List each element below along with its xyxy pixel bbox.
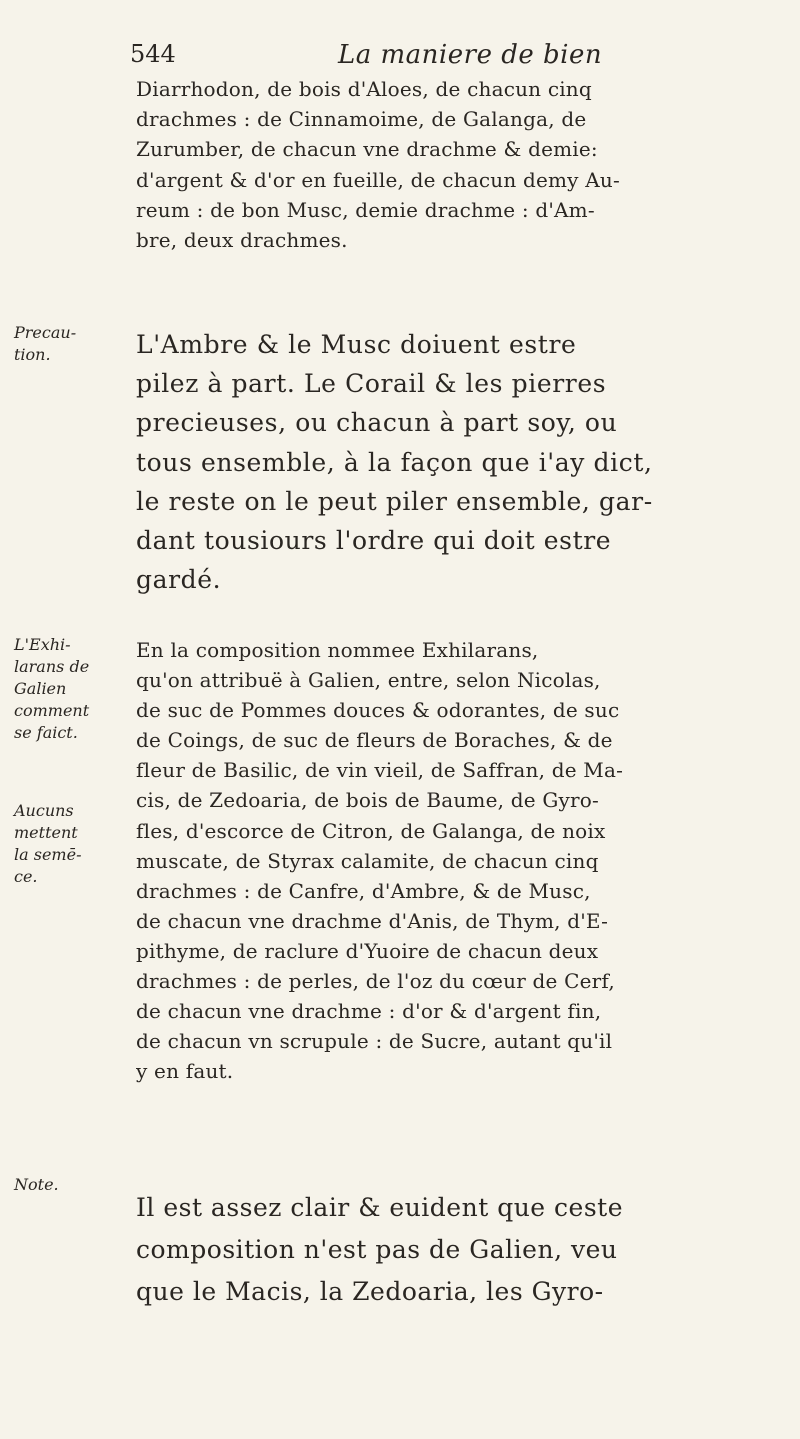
text-line: de chacun vne drachme d'Anis, de Thym, d'E- — [136, 908, 609, 933]
text-line: Zurumber, de chacun vne drachme & demie: — [136, 137, 598, 162]
paragraph-note — [136, 1187, 786, 1313]
margin-note-note — [14, 1174, 124, 1196]
text-line: y en faut. — [136, 1059, 234, 1084]
margin-note-line: tion. — [14, 345, 51, 364]
text-line: que le Macis, la Zedoaria, les Gyro- — [136, 1277, 604, 1306]
text-line: cis, de Zedoaria, de bois de Baume, de Gyro- — [136, 788, 599, 813]
margin-note-precaution — [14, 322, 124, 366]
margin-note-line: mettent — [14, 823, 78, 842]
running-head: La maniere de bien — [338, 40, 603, 70]
margin-note-line: se faict. — [14, 723, 78, 742]
text-line: drachmes : de Cinnamoime, de Galanga, de — [136, 107, 587, 132]
text-line: drachmes : de perles, de l'oz du cœur de Cerf, — [136, 969, 615, 994]
text-line: d'argent & d'or en fueille, de chacun demy Au- — [136, 167, 620, 192]
margin-note-line: la semē- — [14, 845, 82, 864]
page-number: 544 — [130, 40, 176, 68]
margin-note-line: Aucuns — [14, 801, 74, 820]
text-line: fleur de Basilic, de vin vieil, de Saffran, de Ma- — [136, 758, 624, 783]
text-line: le reste on le peut piler ensemble, gar- — [136, 486, 653, 516]
margin-note-line: Note. — [14, 1175, 59, 1194]
margin-note-line: ce. — [14, 867, 38, 886]
text-line: tous ensemble, à la façon que i'ay dict, — [136, 447, 653, 477]
margin-note-line: larans de — [14, 657, 90, 676]
text-line: de Coings, de suc de fleurs de Boraches, & de — [136, 728, 613, 753]
text-line: L'Ambre & le Musc doiuent estre — [136, 330, 577, 359]
text-line: precieuses, ou chacun à part soy, ou — [136, 408, 618, 438]
margin-note-line: comment — [14, 701, 90, 720]
text-line: En la composition nommee Exhilarans, — [136, 638, 539, 662]
text-line: Il est assez clair & euident que ceste — [136, 1193, 624, 1222]
paragraph-exhilarans — [136, 635, 786, 1086]
text-line: de chacun vn scrupule : de Sucre, autant qu'il — [136, 1029, 613, 1054]
paragraph-ingredients — [136, 74, 786, 255]
text-line: dant tousiours l'ordre qui doit estre — [136, 526, 612, 556]
text-line: muscate, de Styrax calamite, de chacun cinq — [136, 848, 599, 873]
text-line: drachmes : de Canfre, d'Ambre, & de Musc, — [136, 878, 591, 903]
margin-note-line: Precau- — [14, 323, 77, 342]
text-line: gardé. — [136, 565, 222, 595]
margin-note-line: Galien — [14, 679, 67, 698]
margin-note-line: L'Exhi- — [14, 635, 71, 654]
paragraph-precaution — [136, 325, 786, 599]
text-line: reum : de bon Musc, demie drachme : d'Am- — [136, 197, 595, 222]
margin-note-exhilarans — [14, 634, 124, 744]
text-line: pithyme, de raclure d'Yuoire de chacun deux — [136, 938, 599, 963]
text-line: pilez à part. Le Corail & les pierres — [136, 369, 607, 399]
text-line: de suc de Pommes douces & odorantes, de suc — [136, 698, 620, 723]
text-line: de chacun vne drachme : d'or & d'argent fin, — [136, 999, 602, 1024]
text-line: Diarrhodon, de bois d'Aloes, de chacun cinq — [136, 77, 592, 101]
text-line: bre, deux drachmes. — [136, 228, 348, 253]
text-line: fles, d'escorce de Citron, de Galanga, de noix — [136, 818, 606, 843]
text-line: composition n'est pas de Galien, veu — [136, 1235, 618, 1264]
text-line: qu'on attribuë à Galien, entre, selon Nicolas, — [136, 668, 601, 693]
margin-note-aucuns — [14, 800, 124, 888]
